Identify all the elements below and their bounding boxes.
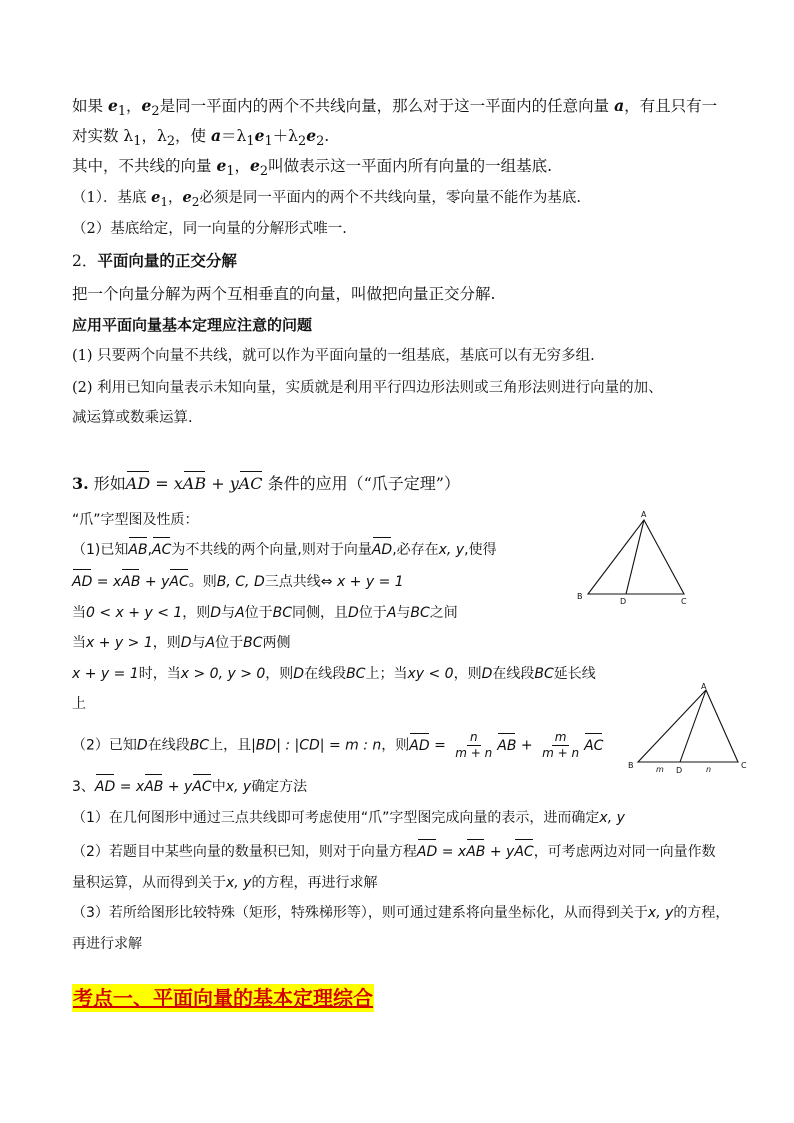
- label-a-2: A: [701, 682, 707, 691]
- theorem-line-1: 如果 $e_1$，$e_2$是同一平面内的两个不共线向量，那么对于这一平面内的任意向量 a，有且只有一: [72, 96, 718, 120]
- claw-intro: “爪”字型图及性质：: [72, 512, 199, 528]
- note-1: （1）．基底 $e_1$，$e_2$必须是同一平面内的两个不共线向量，零向量不能作为基底.: [72, 189, 582, 209]
- notes-item-2: (2) 利用已知向量表示未知向量，实质就是利用平行四边形法则或三角形法则进行向量的加、: [72, 380, 663, 396]
- claw-property-1: （1)已知AB,AC为不共线的两个向量,则对于向量AD,必存在x, y,使得: [72, 542, 497, 558]
- label-m: m: [656, 765, 664, 774]
- label-b-2: B: [628, 761, 634, 770]
- label-a: A: [641, 510, 647, 519]
- notes-heading: 应用平面向量基本定理应注意的问题: [72, 316, 313, 334]
- xy-method-1: （1）在几何图形中通过三点共线即可考虑使用“爪”字型图完成向量的表示，进而确定x, y: [72, 810, 625, 826]
- claw-diagram-2: [620, 680, 760, 780]
- notes-item-1: (1) 只要两个向量不共线，就可以作为平面向量的一组基底，基底可以有无穷多组.: [72, 348, 595, 364]
- fraction-m: $\frac{m}{m + n}$: [542, 730, 580, 760]
- xy-method-title: 3、AD = xAB + yAC中x, y确定方法: [72, 779, 308, 795]
- claw-case-3: x + y = 1时，当x > 0, y > 0，则D在线段BC上；当xy < 0，则D在线段BC延长线: [72, 666, 596, 682]
- theorem-line-2: 对实数 $\lambda_1$，$\lambda_2$，使 $a=\lambda_1e_1+\lambda_2e_2$.: [72, 126, 330, 150]
- note-2: （2）基底给定，同一向量的分解形式唯一.: [72, 221, 347, 237]
- label-d: D: [620, 597, 627, 606]
- xy-method-3: （3）若所给图形比较特殊（矩形，特殊梯形等），则可通过建系将向量坐标化，从而得到关于x, y的方程，: [72, 905, 730, 921]
- fraction-n: $\frac{n}{m + n}$: [455, 730, 493, 760]
- label-b: B: [577, 592, 583, 601]
- label-c: C: [681, 597, 687, 606]
- claw-collinear: AD = xAB + yAC。则B, C, D三点共线⇔ x + y = 1: [72, 574, 404, 590]
- triangle-abc-2: [638, 690, 738, 762]
- xy-method-2-cont: 量积运算，从而得到关于x, y的方程，再进行求解: [72, 875, 378, 891]
- section-2-title: 2．平面向量的正交分解: [72, 252, 237, 270]
- xy-method-3-cont: 再进行求解: [72, 936, 142, 952]
- claw-case-2: 当x + y > 1，则D与A位于BC两侧: [72, 635, 291, 651]
- section-heading-kaodian-1: 考点一、平面向量的基本定理综合: [73, 986, 373, 1010]
- triangle-abc: [588, 520, 684, 594]
- segment-ad-2: [680, 690, 706, 762]
- claw-case-3-cont: 上: [72, 696, 86, 712]
- claw-case-1: 当0 < x + y < 1，则D与A位于BC同侧，且D位于A与BC之间: [72, 605, 458, 621]
- basis-definition: 其中，不共线的向量 $e_1$，$e_2$叫做表示这一平面内所有向量的一组基底.: [72, 156, 553, 180]
- orthogonal-decomposition: 把一个向量分解为两个互相垂直的向量，叫做把向量正交分解.: [72, 285, 496, 303]
- label-d-2: D: [676, 766, 683, 775]
- xy-method-2: （2）若题目中某些向量的数量积已知，则对于向量方程AD = xAB + yAC，可考虑两边对同一向量作数: [72, 844, 716, 860]
- label-c-2: C: [741, 761, 747, 770]
- claw-diagram-1: [570, 508, 700, 608]
- claw-property-2: （2）已知D在线段BC上，且|BD| : |CD| = m : n，则AD = $\frac{n}{m + n}$ AB + $\frac{m}{m + n}$ AC: [72, 730, 604, 760]
- section-3-title: 3. 形如AD = xAB + yAC 条件的应用（“爪子定理”）: [72, 474, 460, 493]
- label-n: n: [706, 765, 712, 774]
- notes-item-2-cont: 减运算或数乘运算.: [72, 410, 193, 426]
